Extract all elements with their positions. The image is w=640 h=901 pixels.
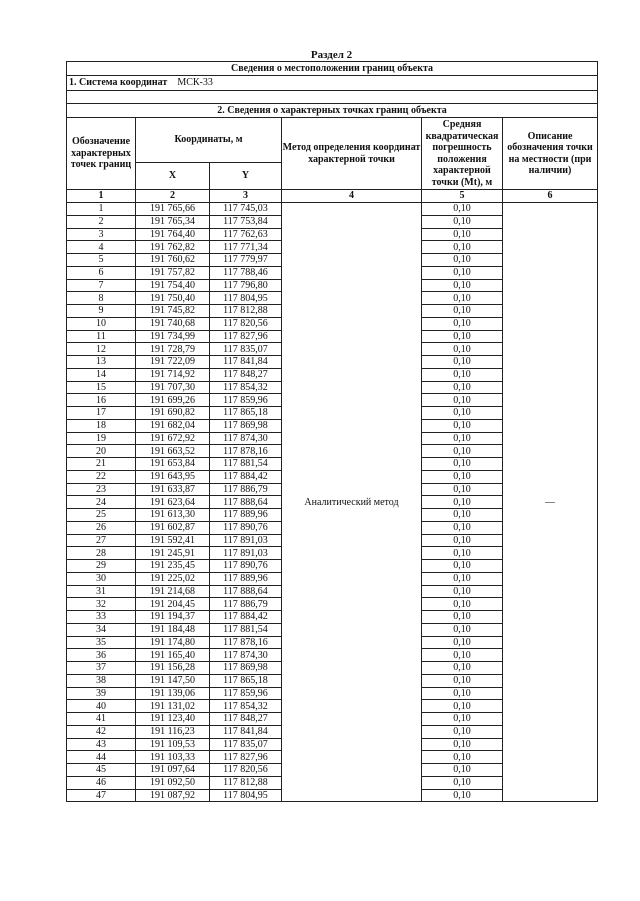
coord-x: 191 754,40	[136, 279, 210, 292]
error-value: 0,10	[422, 560, 503, 573]
coord-y: 117 884,42	[210, 611, 282, 624]
column-number: 3	[210, 190, 282, 203]
error-value: 0,10	[422, 598, 503, 611]
error-value: 0,10	[422, 623, 503, 636]
coord-x: 191 225,02	[136, 572, 210, 585]
coord-y: 117 888,64	[210, 496, 282, 509]
point-number: 33	[67, 611, 136, 624]
coord-x: 191 690,82	[136, 407, 210, 420]
coord-y: 117 841,84	[210, 356, 282, 369]
coord-y: 117 886,79	[210, 483, 282, 496]
coord-x: 191 757,82	[136, 266, 210, 279]
error-value: 0,10	[422, 254, 503, 267]
coord-x: 191 613,30	[136, 509, 210, 522]
coord-x: 191 643,95	[136, 470, 210, 483]
header-description: Описание обозначения точки на местности (при наличии)	[503, 118, 598, 190]
coord-y: 117 865,18	[210, 407, 282, 420]
point-number: 39	[67, 687, 136, 700]
coord-x: 191 740,68	[136, 317, 210, 330]
coord-y: 117 848,27	[210, 368, 282, 381]
header-x: X	[136, 163, 210, 190]
error-value: 0,10	[422, 534, 503, 547]
point-number: 31	[67, 585, 136, 598]
error-value: 0,10	[422, 330, 503, 343]
point-number: 2	[67, 215, 136, 228]
error-value: 0,10	[422, 407, 503, 420]
coord-y: 117 771,34	[210, 241, 282, 254]
coord-x: 191 174,80	[136, 636, 210, 649]
error-value: 0,10	[422, 343, 503, 356]
point-number: 29	[67, 560, 136, 573]
point-number: 10	[67, 317, 136, 330]
point-number: 28	[67, 547, 136, 560]
point-number: 5	[67, 254, 136, 267]
error-value: 0,10	[422, 738, 503, 751]
error-value: 0,10	[422, 547, 503, 560]
coord-x: 191 214,68	[136, 585, 210, 598]
point-number: 42	[67, 725, 136, 738]
point-number: 16	[67, 394, 136, 407]
coord-y: 117 796,80	[210, 279, 282, 292]
coord-x: 191 750,40	[136, 292, 210, 305]
error-value: 0,10	[422, 279, 503, 292]
coordinate-system-row	[67, 76, 598, 91]
point-number: 22	[67, 470, 136, 483]
error-value: 0,10	[422, 649, 503, 662]
coord-x: 191 139,06	[136, 687, 210, 700]
coord-x: 191 602,87	[136, 521, 210, 534]
coord-x: 191 204,45	[136, 598, 210, 611]
coord-y: 117 812,88	[210, 305, 282, 318]
coord-x: 191 760,62	[136, 254, 210, 267]
coord-y: 117 812,88	[210, 776, 282, 789]
coord-x: 191 235,45	[136, 560, 210, 573]
coord-y: 117 804,95	[210, 292, 282, 305]
coord-x: 191 184,48	[136, 623, 210, 636]
error-value: 0,10	[422, 776, 503, 789]
error-value: 0,10	[422, 394, 503, 407]
coord-y: 117 891,03	[210, 547, 282, 560]
point-number: 46	[67, 776, 136, 789]
column-number: 5	[422, 190, 503, 203]
coord-y: 117 890,76	[210, 560, 282, 573]
blank-row	[67, 91, 598, 104]
point-number: 30	[67, 572, 136, 585]
coord-y: 117 745,03	[210, 203, 282, 216]
coord-y: 117 878,16	[210, 636, 282, 649]
coord-x: 191 131,02	[136, 700, 210, 713]
column-number: 2	[136, 190, 210, 203]
point-number: 15	[67, 381, 136, 394]
table-title: Сведения о местоположении границ объекта	[67, 62, 598, 76]
error-value: 0,10	[422, 700, 503, 713]
point-number: 6	[67, 266, 136, 279]
coord-x: 191 762,82	[136, 241, 210, 254]
point-number: 41	[67, 713, 136, 726]
coord-x: 191 194,37	[136, 611, 210, 624]
coord-y: 117 788,46	[210, 266, 282, 279]
error-value: 0,10	[422, 266, 503, 279]
coord-y: 117 859,96	[210, 687, 282, 700]
error-value: 0,10	[422, 215, 503, 228]
point-number: 20	[67, 445, 136, 458]
point-number: 44	[67, 751, 136, 764]
coord-y: 117 827,96	[210, 330, 282, 343]
coord-y: 117 886,79	[210, 598, 282, 611]
coordinate-system-label: 1. Система координат	[69, 77, 168, 89]
coord-x: 191 097,64	[136, 764, 210, 777]
description-value: —	[503, 203, 598, 802]
error-value: 0,10	[422, 687, 503, 700]
error-value: 0,10	[422, 203, 503, 216]
coord-y: 117 779,97	[210, 254, 282, 267]
error-value: 0,10	[422, 509, 503, 522]
coord-x: 191 663,52	[136, 445, 210, 458]
boundary-table	[66, 61, 598, 802]
coord-x: 191 633,87	[136, 483, 210, 496]
header-error: Средняя квадратическая погрешность положения характерной точки (Mt), м	[422, 118, 503, 190]
point-number: 17	[67, 407, 136, 420]
coord-y: 117 881,54	[210, 623, 282, 636]
error-value: 0,10	[422, 725, 503, 738]
error-value: 0,10	[422, 636, 503, 649]
coord-y: 117 762,63	[210, 228, 282, 241]
coord-x: 191 092,50	[136, 776, 210, 789]
point-number: 19	[67, 432, 136, 445]
point-number: 34	[67, 623, 136, 636]
coord-y: 117 869,98	[210, 419, 282, 432]
coord-y: 117 884,42	[210, 470, 282, 483]
coord-y: 117 888,64	[210, 585, 282, 598]
coord-y: 117 891,03	[210, 534, 282, 547]
point-number: 45	[67, 764, 136, 777]
coord-x: 191 103,33	[136, 751, 210, 764]
point-number: 32	[67, 598, 136, 611]
coord-y: 117 820,56	[210, 317, 282, 330]
point-number: 21	[67, 458, 136, 471]
coord-y: 117 889,96	[210, 572, 282, 585]
coord-x: 191 682,04	[136, 419, 210, 432]
error-value: 0,10	[422, 458, 503, 471]
section-title: Раздел 2	[310, 49, 353, 61]
point-number: 8	[67, 292, 136, 305]
point-number: 38	[67, 674, 136, 687]
coord-y: 117 848,27	[210, 713, 282, 726]
coord-x: 191 765,66	[136, 203, 210, 216]
coord-y: 117 874,30	[210, 432, 282, 445]
coord-x: 191 765,34	[136, 215, 210, 228]
coord-x: 191 714,92	[136, 368, 210, 381]
error-value: 0,10	[422, 611, 503, 624]
point-number: 27	[67, 534, 136, 547]
coord-y: 117 841,84	[210, 725, 282, 738]
error-value: 0,10	[422, 241, 503, 254]
coord-y: 117 869,98	[210, 662, 282, 675]
coord-x: 191 156,28	[136, 662, 210, 675]
point-number: 40	[67, 700, 136, 713]
error-value: 0,10	[422, 674, 503, 687]
table-row	[67, 203, 598, 216]
error-value: 0,10	[422, 445, 503, 458]
error-value: 0,10	[422, 317, 503, 330]
column-number-row	[67, 190, 598, 203]
point-number: 12	[67, 343, 136, 356]
point-number: 25	[67, 509, 136, 522]
coord-x: 191 623,64	[136, 496, 210, 509]
error-value: 0,10	[422, 713, 503, 726]
error-value: 0,10	[422, 764, 503, 777]
error-value: 0,10	[422, 572, 503, 585]
coord-y: 117 820,56	[210, 764, 282, 777]
coord-y: 117 889,96	[210, 509, 282, 522]
point-number: 26	[67, 521, 136, 534]
error-value: 0,10	[422, 470, 503, 483]
column-number: 4	[282, 190, 422, 203]
coord-y: 117 835,07	[210, 343, 282, 356]
point-number: 18	[67, 419, 136, 432]
error-value: 0,10	[422, 381, 503, 394]
error-value: 0,10	[422, 228, 503, 241]
coord-x: 191 728,79	[136, 343, 210, 356]
table-body	[67, 203, 598, 802]
point-number: 9	[67, 305, 136, 318]
error-value: 0,10	[422, 521, 503, 534]
coord-x: 191 707,30	[136, 381, 210, 394]
coord-y: 117 827,96	[210, 751, 282, 764]
coord-y: 117 881,54	[210, 458, 282, 471]
point-number: 7	[67, 279, 136, 292]
coord-x: 191 722,09	[136, 356, 210, 369]
column-number: 6	[503, 190, 598, 203]
header-coords: Координаты, м	[136, 118, 282, 163]
point-number: 13	[67, 356, 136, 369]
coord-x: 191 672,92	[136, 432, 210, 445]
method-value: Аналитический метод	[282, 203, 422, 802]
error-value: 0,10	[422, 419, 503, 432]
coord-y: 117 753,84	[210, 215, 282, 228]
coord-x: 191 245,91	[136, 547, 210, 560]
point-number: 37	[67, 662, 136, 675]
coord-y: 117 804,95	[210, 789, 282, 802]
error-value: 0,10	[422, 483, 503, 496]
coord-x: 191 123,40	[136, 713, 210, 726]
header-y: Y	[210, 163, 282, 190]
error-value: 0,10	[422, 751, 503, 764]
coord-x: 191 087,92	[136, 789, 210, 802]
error-value: 0,10	[422, 305, 503, 318]
point-number: 24	[67, 496, 136, 509]
header-point: Обозначение характерных точек границ	[67, 118, 136, 190]
coord-y: 117 835,07	[210, 738, 282, 751]
point-number: 1	[67, 203, 136, 216]
coord-y: 117 865,18	[210, 674, 282, 687]
point-number: 36	[67, 649, 136, 662]
error-value: 0,10	[422, 789, 503, 802]
column-number: 1	[67, 190, 136, 203]
error-value: 0,10	[422, 292, 503, 305]
coord-y: 117 890,76	[210, 521, 282, 534]
coord-y: 117 878,16	[210, 445, 282, 458]
error-value: 0,10	[422, 432, 503, 445]
error-value: 0,10	[422, 662, 503, 675]
coord-x: 191 147,50	[136, 674, 210, 687]
point-number: 43	[67, 738, 136, 751]
coord-y: 117 859,96	[210, 394, 282, 407]
coord-x: 191 734,99	[136, 330, 210, 343]
error-value: 0,10	[422, 585, 503, 598]
coord-x: 191 699,26	[136, 394, 210, 407]
coordinate-system-value: МСК-33	[177, 77, 213, 89]
coord-x: 191 116,23	[136, 725, 210, 738]
coord-x: 191 165,40	[136, 649, 210, 662]
point-number: 35	[67, 636, 136, 649]
error-value: 0,10	[422, 356, 503, 369]
coord-x: 191 653,84	[136, 458, 210, 471]
point-number: 11	[67, 330, 136, 343]
coord-x: 191 745,82	[136, 305, 210, 318]
error-value: 0,10	[422, 496, 503, 509]
header-method: Метод определения координат характерной точки	[282, 118, 422, 190]
point-number: 23	[67, 483, 136, 496]
coord-y: 117 854,32	[210, 381, 282, 394]
coord-y: 117 874,30	[210, 649, 282, 662]
point-number: 4	[67, 241, 136, 254]
point-number: 14	[67, 368, 136, 381]
error-value: 0,10	[422, 368, 503, 381]
coord-y: 117 854,32	[210, 700, 282, 713]
point-number: 3	[67, 228, 136, 241]
coord-x: 191 109,53	[136, 738, 210, 751]
point-number: 47	[67, 789, 136, 802]
subsection-title: 2. Сведения о характерных точках границ объекта	[67, 104, 598, 118]
coord-x: 191 764,40	[136, 228, 210, 241]
coord-x: 191 592,41	[136, 534, 210, 547]
